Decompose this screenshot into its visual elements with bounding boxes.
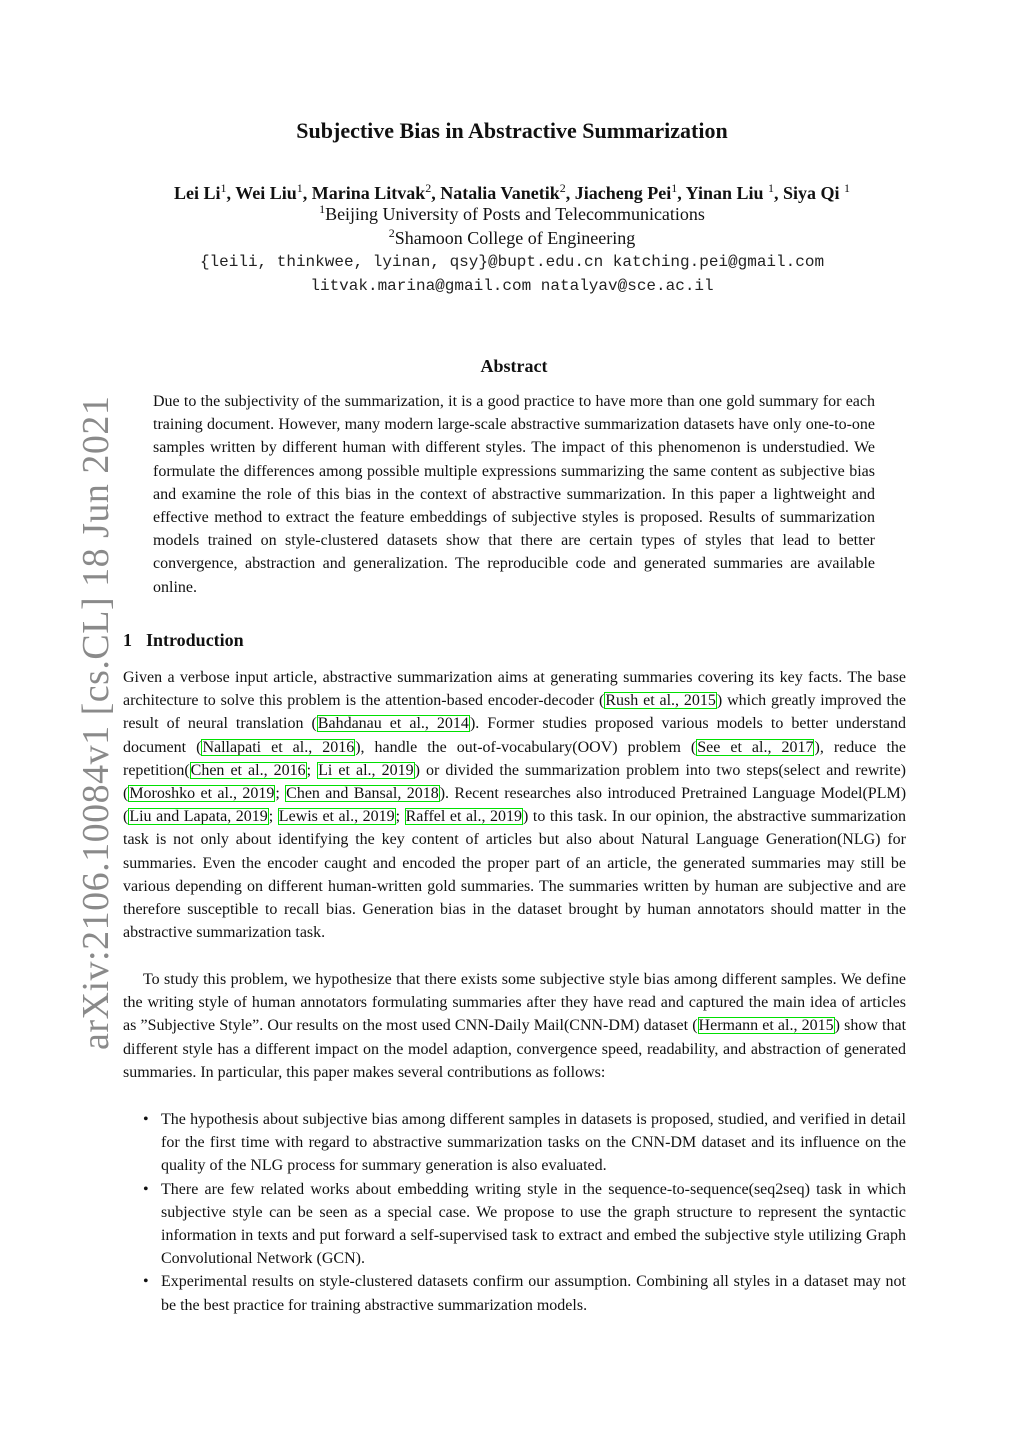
paragraph-text: ), reduce the repetition( [123,738,907,779]
author-name: Natalia Vanetik$^2$, [440,181,575,203]
paragraph-text: ) show that different style has a different impact on the model adaption, convergence speed, readability, and abstraction of generated summaries. In particular, this paper makes several contributions as follows: [123,1017,907,1081]
citation-link[interactable]: Raffel et al., 2019 [405,808,523,826]
arxiv-side-stamp [14,395,117,1060]
citation-link[interactable]: See et al., 2017 [697,738,814,756]
author-name: Yinan Liu $^1$, [685,181,783,203]
citation-link[interactable]: Chen and Bansal, 2018 [286,785,439,803]
author-name: Wei Liu$^1$, [235,181,312,203]
citation-link[interactable]: Moroshko et al., 2019 [129,785,275,803]
affiliation-2: $^2$Shamoon College of Engineering [388,226,636,248]
citation-link[interactable]: Hermann et al., 2015 [698,1017,834,1035]
paragraph-text: ). Former studies proposed various models to better understand document ( [123,715,907,756]
citation-link[interactable]: Rush et al., 2015 [605,692,716,710]
contributions-list [123,1108,906,1317]
author-emails-line-2: litvak.marina@gmail.com natalyav@sce.ac.il [310,277,714,295]
author-name: Lei Li$^1$, [174,181,236,203]
intro-paragraph-1 [123,666,906,944]
author-list [0,176,1024,205]
paragraph-text: ; [306,761,318,779]
bullet-icon: • [143,1180,149,1198]
paragraph-text: ) which greatly improved the result of neural translation ( [123,692,907,733]
contribution-item: • Experimental results on style-clustered datasets confirm our assumption. Combining all styles in a dataset may not be the best practice for training abstractive summarization models. [123,1270,906,1316]
citation-link[interactable]: Bahdanau et al., 2014 [317,715,469,733]
citation-link[interactable]: Lewis et al., 2019 [278,808,395,826]
author-emails-line-1: {leili, thinkwee, lyinan, qsy}@bupt.edu.cn katching.pei@gmail.com [199,253,825,271]
paragraph-text: ). Recent researches also introduced Pretrained Language Model(PLM) ( [123,785,907,826]
citation-link[interactable]: Li et al., 2019 [318,761,414,779]
contribution-item: • The hypothesis about subjective bias among different samples in datasets is proposed, studied, and verified in detail for the first time with regard to abstractive summarization tasks on the CNN-DM dataset and its influence on the quality of the NLG process for summary generation is also evaluated. [123,1108,906,1178]
paragraph-text: To study this problem, we hypothesize that there exists some subjective style bias among different samples. We define the writing style of human annotators formulating summaries after they have read and captured the main idea of articles as ”Subjective Style”. Our results on the most used CNN-Daily Mail(CNN-DM) dataset ( [123,971,906,1035]
author-name: Siya Qi $^1$ [782,181,850,203]
citation-link[interactable]: Liu and Lapata, 2019 [129,808,268,826]
bullet-icon: • [143,1111,149,1128]
abstract-text: Due to the subjectivity of the summarization, it is a good practice to have more than one gold summary for each training document. However, many modern large-scale abstractive summarization datasets have only one-to-one samples written by different human with different styles. The impact of this phenomenon is understudied. We formulate the differences among possible multiple expressions summarizing the same content as subjective bias and examine the role of this bias in the context of abstractive summarization. In this paper a lightweight and effective method to extract the feature embeddings of subjective styles is proposed. Results of summarization models trained on style-clustered datasets show that there are certain types of styles that lead to better convergence, abstraction and generalization. The reproducible code and generated summaries are available online. [153,393,875,596]
paragraph-text: Given a verbose input article, abstractive summarization aims at generating summaries covering its key facts. The base architecture to solve this problem is the attention-based encoder-decoder ( [123,669,906,710]
intro-paragraph-2 [123,968,906,1084]
paragraph-text: ), handle the out-of-vocabulary(OOV) problem ( [355,738,697,756]
paragraph-text: ) or divided the summarization problem into two steps(select and rewrite) ( [123,761,907,803]
bullet-icon: • [143,1273,149,1291]
author-name: Jiacheng Pei$^1$, [574,181,686,203]
arxiv-identifier: arXiv:2106.10084v1 [cs.CL] 18 Jun 2021 [75,395,117,1050]
paragraph-text: ; [395,808,405,826]
paper-title: Subjective Bias in Abstractive Summarization [296,118,728,143]
paragraph-text: ; [275,785,286,803]
paragraph-text: ) to this task. In our opinion, the abstractive summarization task is not only about identifying the key content of articles but also about Natural Language Generation(NLG) for summaries. Even the encoder caught and encoded the proper part of an article, the generated summaries may still be various depending on different human-written gold summaries. The summaries written by human are subjective and are therefore susceptible to recall bias. Generation bias in the dataset brought by human annotators should matter in the abstractive summarization task. [123,808,907,942]
abstract-heading: Abstract [480,356,548,376]
affiliation-1: $^1$Beijing University of Posts and Telecommunications [319,202,705,224]
citation-link[interactable]: Nallapati et al., 2016 [202,738,355,756]
citation-link[interactable]: Chen et al., 2016 [190,761,306,779]
author-name: Marina Litvak$^2$, [311,181,441,203]
contribution-item: • There are few related works about embedding writing style in the sequence-to-sequence(seq2seq) task in which subjective style can be seen as a special case. We propose to use the graph structure to represent the syntactic information in texts and put forward a self-supervised task to extract and embed the subjective style utilizing Graph Convolutional Network (GCN). [123,1178,906,1271]
section-heading-introduction: 1 Introduction [123,630,244,650]
paragraph-text: ; [268,808,278,826]
